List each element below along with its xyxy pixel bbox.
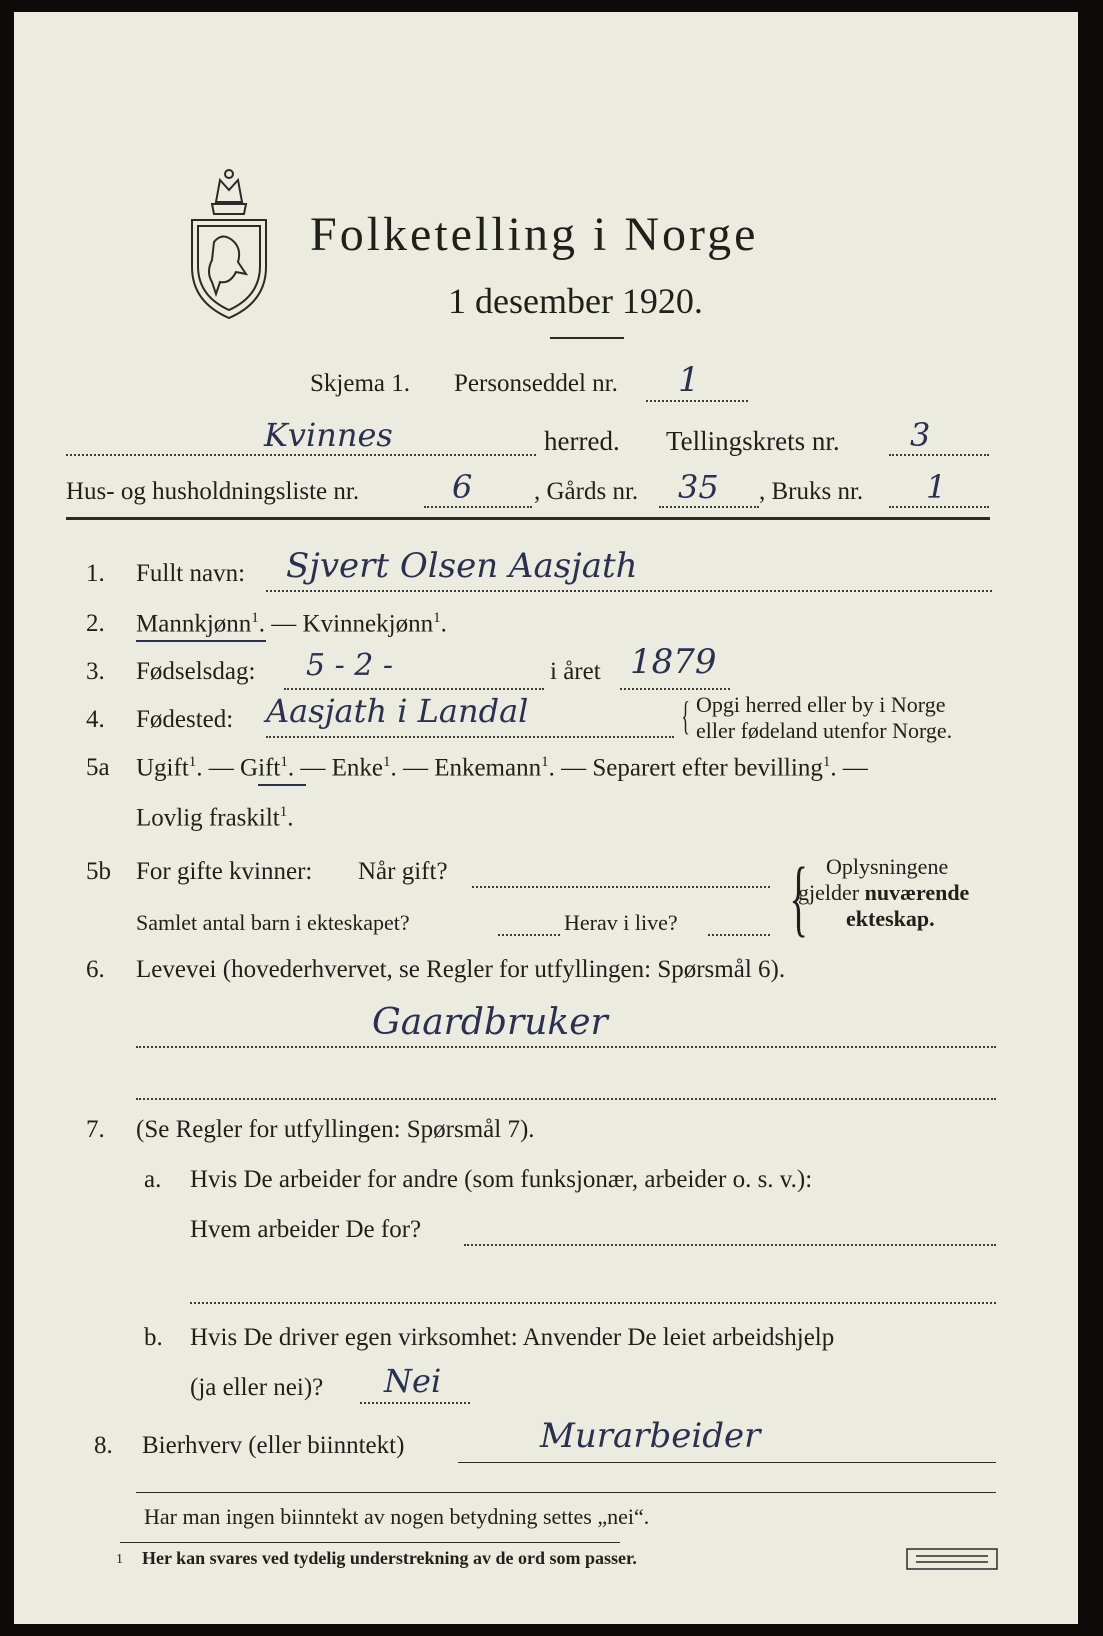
header-divider: [66, 517, 990, 520]
q6-number: 6.: [86, 956, 105, 983]
norwegian-coat-of-arms-icon: [186, 162, 272, 322]
gards-value[interactable]: 35: [678, 468, 719, 506]
personseddel-line: [646, 400, 748, 402]
q4-brace: {: [681, 693, 690, 738]
bruks-label: , Bruks nr.: [759, 478, 864, 505]
q5b-samlet-line[interactable]: [498, 934, 560, 936]
q4-line: [266, 736, 674, 738]
q3-number: 3.: [86, 658, 105, 685]
q8-line: [458, 1462, 996, 1463]
q4-note-1: Opgi herred eller by i Norge: [696, 692, 946, 717]
q2-sup-2: 1: [433, 610, 441, 626]
gards-line: [659, 506, 759, 508]
q5b-herav: Herav i live?: [564, 910, 678, 935]
q5a-enkemann[interactable]: Enkemann: [434, 754, 542, 782]
q5a-gift-underline: [258, 784, 306, 786]
footer-note: Har man ingen biinntekt av nogen betydning settes „nei“.: [144, 1504, 650, 1529]
herred-line: [66, 454, 536, 456]
footnote-text: Her kan svares ved tydelig understrekning av de ord som passer.: [142, 1548, 637, 1568]
q5a-sup-1: 1: [188, 754, 197, 770]
q4-value[interactable]: Aasjath i Landal: [266, 692, 529, 730]
q5b-note-3: ekteskap.: [846, 906, 935, 931]
tellingskrets-line: [889, 454, 989, 456]
q5a-sup-2: 1: [280, 754, 288, 770]
q3-label: Fødselsdag:: [136, 658, 256, 685]
q2-options: Mannkjønn$^1$. — Kvinnekjønn$^1$.: [136, 610, 447, 638]
q5b-note-2: [798, 880, 969, 906]
q4-note-2: eller fødeland utenfor Norge.: [696, 718, 953, 743]
tellingskrets-value[interactable]: 3: [910, 416, 931, 454]
q7a-hvem: Hvem arbeider De for?: [190, 1216, 422, 1243]
husliste-line: [424, 506, 532, 508]
q5b-note-1: Oplysningene: [826, 854, 949, 879]
husliste-label: Hus- og husholdningsliste nr.: [66, 478, 360, 505]
q7b-number: b.: [144, 1324, 163, 1351]
q2-sup-1: 1: [251, 610, 259, 626]
q2-mannkjonn-underline: [136, 640, 266, 642]
q6-label: Levevei (hovederhvervet, se Regler for utfyllingen: Spørsmål 6).: [136, 956, 786, 983]
q5b-herav-line[interactable]: [708, 934, 770, 936]
q6-line-1: [136, 1046, 996, 1048]
q7a-label: Hvis De arbeider for andre (som funksjonær, arbeider o. s. v.):: [190, 1166, 813, 1193]
q5b-samlet: Samlet antal barn i ekteskapet?: [136, 910, 410, 935]
printer-stamp-icon: [906, 1548, 998, 1570]
q1-label: Fullt navn:: [136, 560, 246, 587]
q5b-note-2b: nuværende: [864, 880, 970, 905]
q7b-janei: (ja eller nei)?: [190, 1374, 324, 1401]
q7-number: 7.: [86, 1116, 105, 1143]
q5b-naar-gift: Når gift?: [358, 858, 448, 885]
q2-separator: . —: [258, 610, 303, 638]
q1-line: [266, 590, 992, 592]
husliste-value[interactable]: 6: [452, 468, 473, 506]
personseddel-label: Personseddel nr.: [454, 370, 618, 397]
q5a-enke[interactable]: Enke: [331, 754, 383, 782]
q5a-options: Ugift$^1$. — Gift$^1$. — Enke$^1$. — Enkemann$^1$. — Separert efter bevilling$^1$. —: [136, 754, 868, 782]
page-title: Folketelling i Norge: [310, 208, 759, 261]
q3-value[interactable]: 5 - 2 -: [306, 648, 394, 683]
q3-line: [284, 688, 544, 690]
q7b-value[interactable]: Nei: [384, 1362, 442, 1400]
q5a-sup-4: 1: [541, 754, 549, 770]
q7a-hvem-line[interactable]: [464, 1244, 996, 1246]
q5b-note-2a: gjelder: [798, 880, 860, 905]
title-divider: [550, 337, 624, 339]
q3-year-line: [620, 688, 730, 690]
q7a-number: a.: [144, 1166, 162, 1193]
q6-line-2: [136, 1098, 996, 1100]
q7b-label: Hvis De driver egen virksomhet: Anvender De leiet arbeidshjelp: [190, 1324, 835, 1351]
q3-year-value[interactable]: 1879: [630, 642, 717, 682]
q5b-brace: {: [789, 849, 808, 945]
q4-label: Fødested:: [136, 706, 234, 733]
q4-number: 4.: [86, 706, 105, 733]
q2-mannkjonn[interactable]: Mannkjønn: [136, 610, 252, 638]
gards-label: , Gårds nr.: [534, 478, 639, 505]
herred-label: herred.: [544, 426, 620, 456]
q5b-label: For gifte kvinner:: [136, 858, 313, 885]
q1-number: 1.: [86, 560, 105, 587]
q5a-number: 5a: [86, 754, 110, 781]
census-date: 1 desember 1920.: [448, 281, 703, 321]
tellingskrets-label: Tellingskrets nr.: [666, 426, 840, 456]
q3-year-label: i året: [550, 658, 601, 685]
q2-number: 2.: [86, 610, 105, 637]
footnote-number: 1: [116, 1552, 123, 1567]
q8-label: Bierhverv (eller biinntekt): [142, 1432, 405, 1459]
q5a-lovlig: Lovlig fraskilt$^1$.: [136, 804, 294, 832]
q7a-line-2[interactable]: [190, 1302, 996, 1304]
q7b-janei-line: [360, 1402, 470, 1404]
q2-kvinnekjonn[interactable]: Kvinnekjønn: [302, 610, 434, 638]
bruks-line: [889, 506, 989, 508]
q8-number: 8.: [94, 1432, 113, 1459]
q7-label: (Se Regler for utfyllingen: Spørsmål 7).: [136, 1116, 535, 1143]
q5a-sup-6: 1: [279, 804, 288, 820]
q8-value[interactable]: Murarbeider: [540, 1416, 761, 1456]
q5a-lovlig-fraskilt[interactable]: Lovlig fraskilt: [136, 804, 280, 832]
q6-value[interactable]: Gaardbruker: [372, 1002, 608, 1043]
footer-divider: [136, 1492, 996, 1493]
q5a-gift[interactable]: Gift: [240, 754, 281, 782]
skjema-label: Skjema 1.: [310, 370, 410, 397]
q5a-ugift[interactable]: Ugift: [136, 754, 189, 782]
personseddel-value[interactable]: 1: [678, 360, 700, 400]
footnote-divider: [120, 1542, 620, 1543]
q5a-sup-5: 1: [822, 754, 831, 770]
q5b-naar-line[interactable]: [472, 886, 770, 888]
q5b-number: 5b: [86, 858, 111, 885]
q1-value[interactable]: Sjvert Olsen Aasjath: [286, 546, 638, 586]
bruks-value[interactable]: 1: [926, 468, 947, 506]
q5a-sup-3: 1: [382, 754, 391, 770]
q5a-separert[interactable]: Separert efter bevilling: [592, 754, 823, 782]
herred-value[interactable]: Kvinnes: [264, 416, 393, 454]
census-form: [14, 12, 1078, 1624]
